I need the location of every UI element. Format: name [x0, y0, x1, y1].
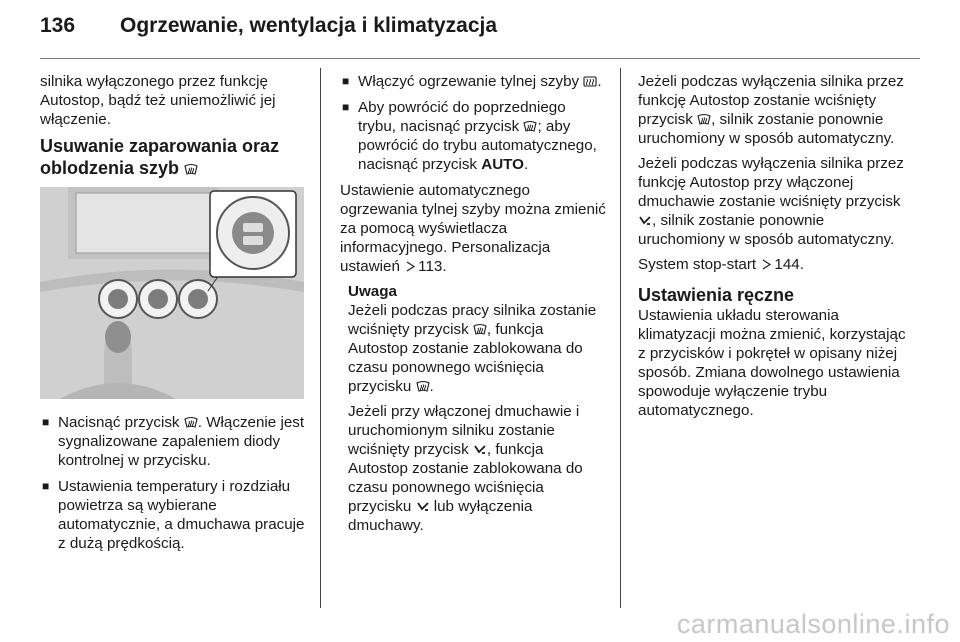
fan-icon [638, 214, 652, 227]
defrost-icon [416, 380, 430, 393]
climate-control-illustration [40, 187, 304, 399]
bullet-item: ■ Nacisnąć przycisk . Włączenie jest sygnalizowane zapaleniem diody kontrolnej w przycisku. [42, 414, 305, 469]
paragraph: Ustawienia układu sterowania klimatyzacji można zmienić, korzystając z przycisków i pokręteł w opisany niżej sposób. Zmiana dowolnego ustawienia spowoduje wyłączenie trybu automatycznego. [638, 307, 906, 419]
note-paragraph: Jeżeli podczas pracy silnika zostanie wciśnięty przycisk , funkcja Autostop zostanie zablokowana do czasu ponownego wciśnięcia przycisku . [348, 302, 597, 395]
column-1 [40, 72, 306, 560]
defrost-icon [184, 416, 198, 429]
column-divider [620, 68, 621, 608]
page-number: 136 [40, 14, 76, 37]
section-heading-defrost: Usuwanie zaparowania oraz oblodzenia szyb [40, 136, 280, 178]
paragraph: System stop-start 144. [638, 256, 804, 273]
defrost-icon [473, 323, 487, 336]
bullet-item: ■ Włączyć ogrzewanie tylnej szyby . [342, 73, 602, 90]
note-paragraph: Jeżeli przy włączonej dmuchawie i uruchomionym silniku zostanie wciśnięty przycisk , funkcja Autostop zostanie zablokowana do czasu ponownego wciśnięcia przycisku lub wyłączenia dmuchawy. [348, 403, 583, 534]
bullet-item: ■ Aby powrócić do poprzedniego trybu, nacisnąć przycisk ; aby powrócić do trybu automatycznego, nacisnąć przycisk AUTO. [342, 99, 597, 173]
auto-label: AUTO [481, 156, 524, 173]
column-3 [638, 72, 908, 426]
page-reference-icon [404, 260, 418, 273]
header-rule [40, 58, 920, 59]
paragraph: Ustawienie automatycznego ogrzewania tylnej szyby można zmienić za pomocą wyświetlacza informacyjnego. Personalizacja ustawień 113. [340, 182, 606, 275]
section-heading-manual: Ustawienia ręczne [638, 285, 795, 305]
bullet-item: ■ Ustawienia temperatury i rozdziału powietrza są wybierane automatycznie, a dmuchawa pracuje z dużą prędkością. [42, 478, 305, 552]
paragraph: Jeżeli podczas wyłączenia silnika przez funkcję Autostop zostanie wciśnięty przycisk , silnik zostanie ponownie uruchomiony w sposób automatyczny. [638, 73, 904, 147]
column-2 [340, 72, 606, 541]
page-reference-icon [760, 258, 774, 271]
defrost-icon [697, 113, 711, 126]
defrost-icon [523, 120, 537, 133]
paragraph: Jeżeli podczas wyłączenia silnika przez funkcję Autostop przy włączonej dmuchawie zostanie wciśnięty przycisk , silnik zostanie ponownie uruchomiony w sposób automatyczny. [638, 155, 904, 248]
defrost-icon [184, 163, 198, 176]
page-title: Ogrzewanie, wentylacja i klimatyzacja [120, 14, 498, 37]
note-box [340, 282, 606, 535]
column-divider [320, 68, 321, 608]
watermark: carmanualsonline.info [676, 609, 950, 639]
rear-window-heating-icon [583, 75, 597, 88]
note-label: Uwaga [348, 283, 397, 300]
fan-icon [473, 443, 487, 456]
fan-icon [416, 500, 430, 513]
intro-paragraph: silnika wyłączonego przez funkcję Autostop, bądź też uniemożliwić jej włączenie. [40, 73, 276, 128]
